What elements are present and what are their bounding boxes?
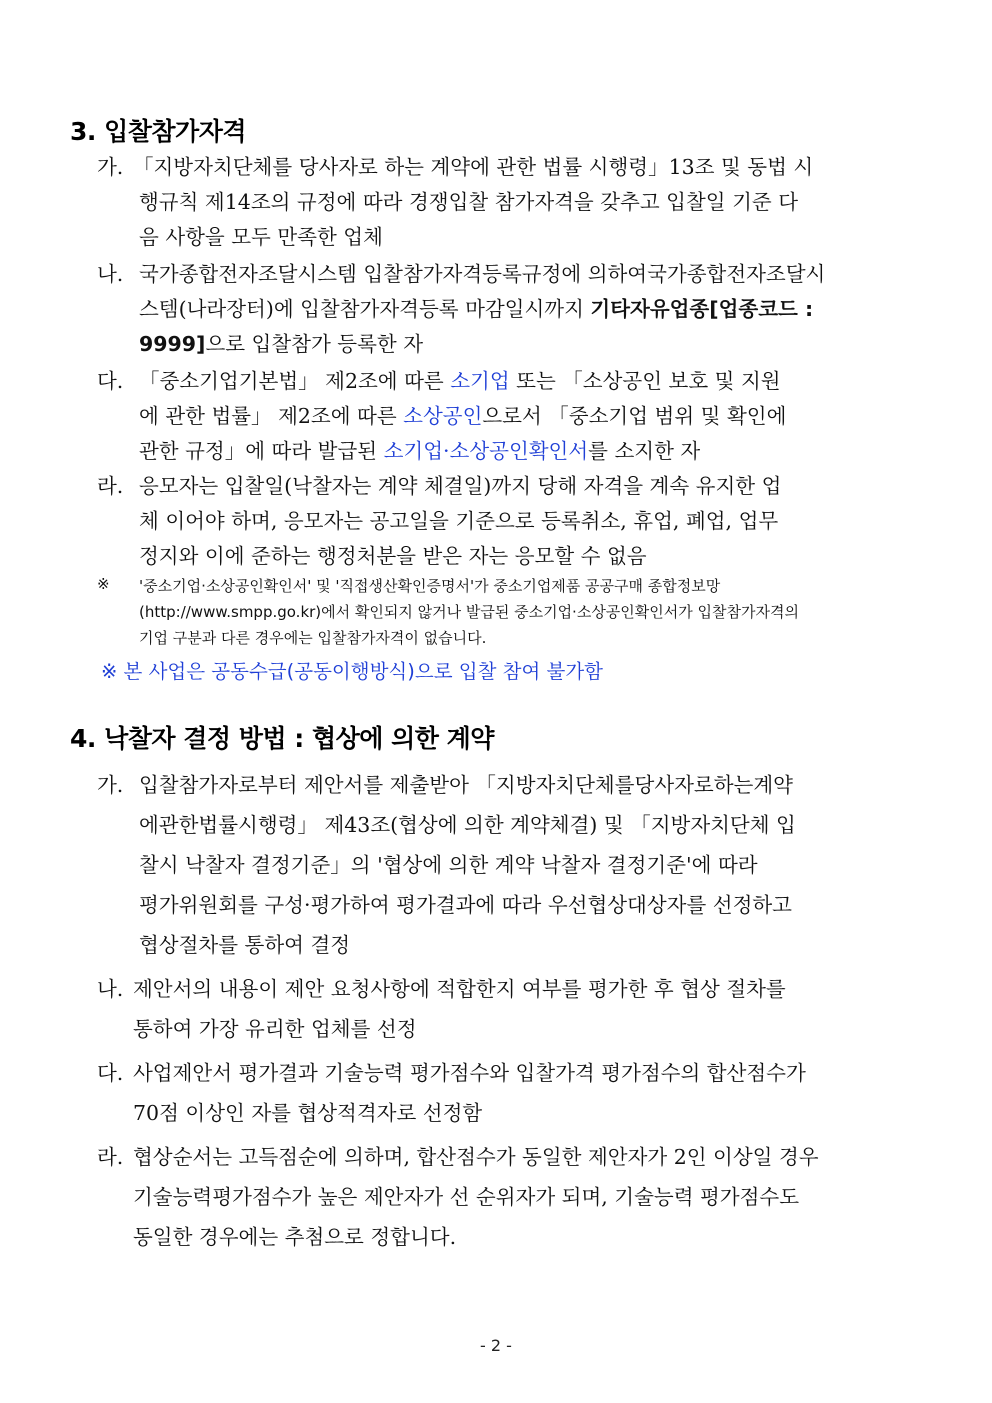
item-label: 라. — [97, 1145, 124, 1169]
item-line: 동일한 경우에는 추첨으로 정합니다. — [133, 1225, 457, 1249]
section-3-title: 3. 입찰참가자격 — [70, 117, 246, 146]
item-line: 국가종합전자조달시스템 입찰참가자격등록규정에 의하여국가종합전자조달시 — [139, 262, 826, 286]
item-label: 다. — [97, 369, 124, 393]
note-line: 기업 구분과 다른 경우에는 입찰참가자격이 없습니다. — [139, 629, 487, 647]
item-label: 가. — [97, 773, 124, 797]
item-line: 평가위원회를 구성·평가하여 평가결과에 따라 우선협상대상자를 선정하고 — [139, 893, 792, 917]
note-line: (http://www.smpp.go.kr)에서 확인되지 않거나 발급된 중소기업·소상공인확인서가 입찰참가자격의 — [139, 603, 799, 621]
item-text: 「중소기업기본법」 제2조에 따른 — [139, 369, 451, 393]
item-line — [139, 364, 781, 394]
item-line — [139, 292, 813, 322]
item-label: 나. — [97, 977, 124, 1001]
item-text: 스템(나라장터)에 입찰참가자격등록 마감일시까지 — [139, 297, 591, 321]
section-4-title: 4. 낙찰자 결정 방법 : 협상에 의한 계약 — [70, 724, 494, 753]
item-line: 응모자는 입찰일(낙찰자는 계약 체결일)까지 당해 자격을 계속 유지한 업 — [139, 474, 782, 498]
item-line: 70점 이상인 자를 협상적격자로 선정함 — [133, 1101, 483, 1125]
item-line: 「지방자치단체를 당사자로 하는 계약에 관한 법률 시행령」13조 및 동법 시 — [133, 155, 814, 179]
item-line: 정지와 이에 준하는 행정처분을 받은 자는 응모할 수 없음 — [139, 544, 647, 568]
item-line: 사업제안서 평가결과 기술능력 평가점수와 입찰가격 평가점수의 합산점수가 — [133, 1061, 806, 1085]
item-label: 가. — [97, 155, 124, 179]
highlight-text: 소상공인 — [403, 404, 483, 428]
item-line: 체 이어야 하며, 응모자는 공고일을 기준으로 등록취소, 휴업, 폐업, 업무 — [139, 509, 779, 533]
industry-code-text: 9999] — [139, 332, 206, 356]
item-line — [139, 434, 700, 464]
item-text: 를 소지한 자 — [588, 439, 701, 463]
item-text: 또는 「소상공인 보호 및 지원 — [509, 369, 781, 393]
item-line: 음 사항을 모두 만족한 업체 — [139, 225, 383, 249]
item-text: 관한 규정」에 따라 발급된 — [139, 439, 384, 463]
industry-code-text: 기타자유업종[업종코드 : — [590, 297, 814, 321]
item-line: 기술능력평가점수가 높은 제안자가 선 순위자가 되며, 기술능력 평가점수도 — [133, 1185, 800, 1209]
item-line: 행규칙 제14조의 규정에 따라 경쟁입찰 참가자격을 갖추고 입찰일 기준 다 — [139, 190, 799, 214]
highlight-text: 소기업 — [450, 369, 510, 393]
item-text: 에 관한 법률」 제2조에 따른 — [139, 404, 404, 428]
reference-mark-icon: ※ — [97, 575, 110, 593]
page-number: - 2 - — [480, 1336, 512, 1355]
item-line: 협상순서는 고득점순에 의하며, 합산점수가 동일한 제안자가 2인 이상일 경우 — [133, 1145, 819, 1169]
item-line: 협상절차를 통하여 결정 — [139, 933, 351, 957]
item-line — [139, 327, 423, 357]
item-line: 통하여 가장 유리한 업체를 선정 — [133, 1017, 417, 1041]
note-line: '중소기업·소상공인확인서' 및 '직접생산확인증명서'가 중소기업제품 공공구매 종합정보망 — [139, 577, 721, 595]
joint-bid-warning: ※ 본 사업은 공동수급(공동이행방식)으로 입찰 참여 불가함 — [101, 660, 603, 683]
item-line — [139, 399, 786, 429]
item-line: 제안서의 내용이 제안 요청사항에 적합한지 여부를 평가한 후 협상 절차를 — [133, 977, 786, 1001]
item-line: 찰시 낙찰자 결정기준」의 '협상에 의한 계약 낙찰자 결정기준'에 따라 — [139, 853, 758, 877]
item-label: 다. — [97, 1061, 124, 1085]
item-text: 으로서 「중소기업 범위 및 확인에 — [482, 404, 787, 428]
item-text: 으로 입찰참가 등록한 자 — [205, 332, 424, 356]
item-line: 에관한법률시행령」 제43조(협상에 의한 계약체결) 및 「지방자치단체 입 — [139, 813, 796, 837]
item-label: 라. — [97, 474, 124, 498]
highlight-text: 소기업·소상공인확인서 — [383, 439, 589, 463]
item-label: 나. — [97, 262, 124, 286]
item-line: 입찰참가자로부터 제안서를 제출받아 「지방자치단체를당사자로하는계약 — [139, 773, 793, 797]
